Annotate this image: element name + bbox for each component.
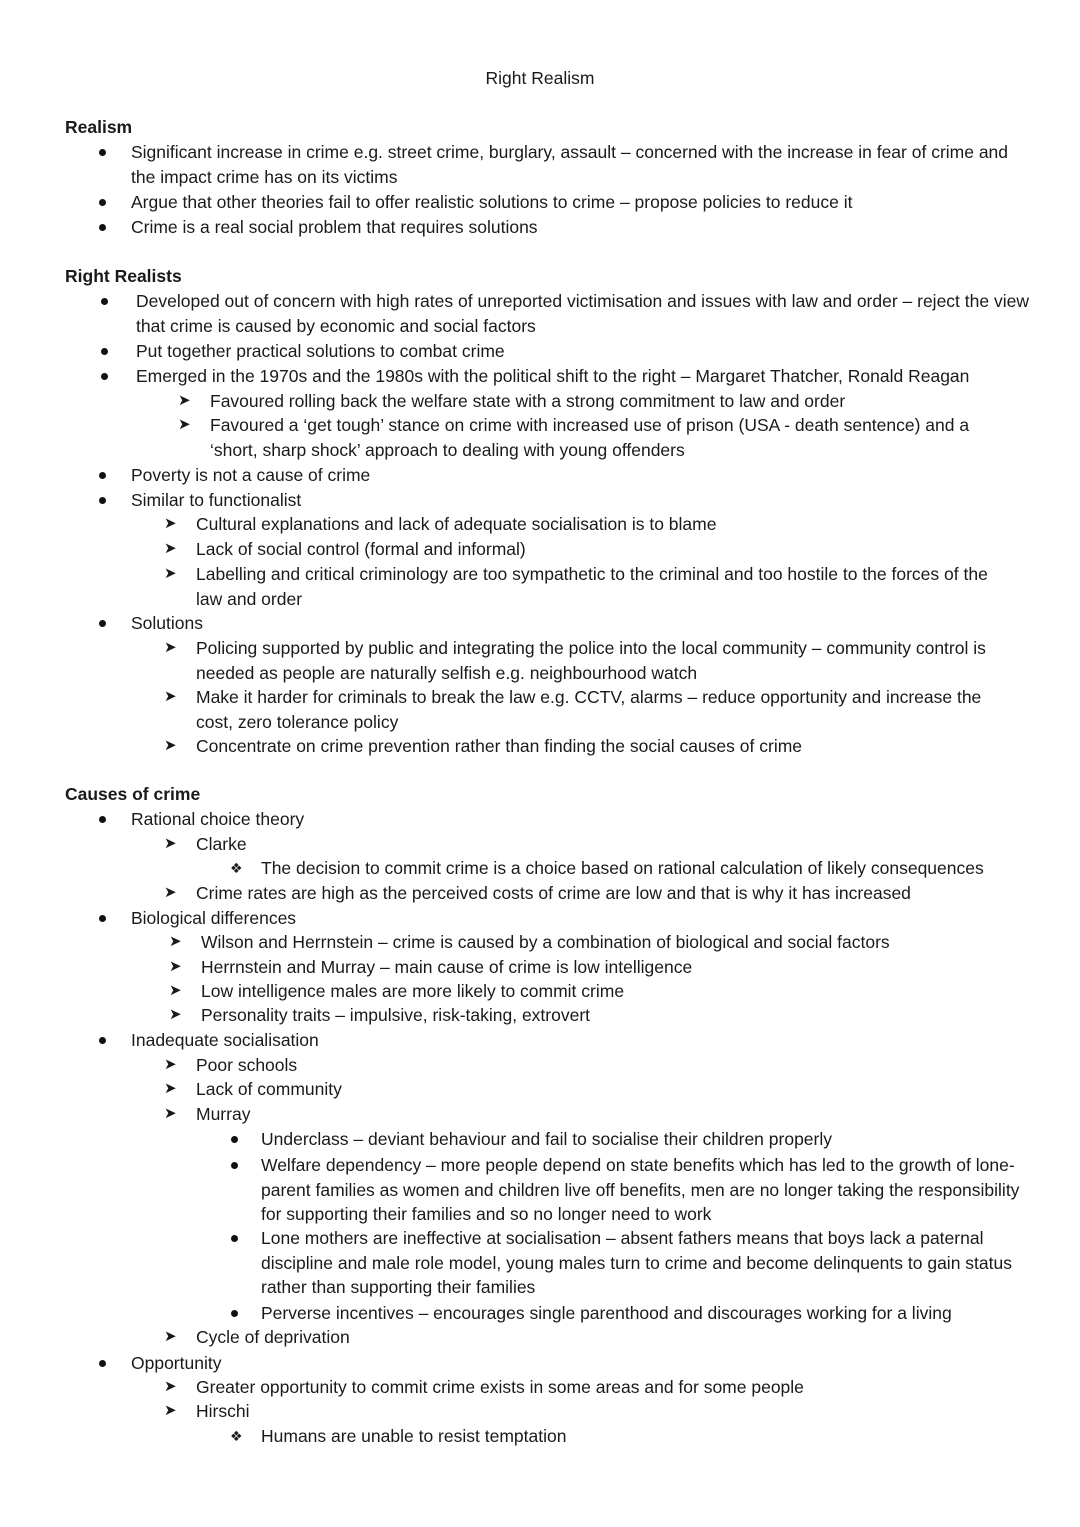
section-heading-causes-of-crime: Causes of crime	[65, 784, 201, 804]
arrow-bullet-icon: ➤	[169, 1006, 182, 1023]
list-item: Emerged in the 1970s and the 1980s with the political shift to the right – Margaret Thatcher, Ronald Reagan	[136, 364, 1031, 389]
bullet-icon	[99, 915, 106, 922]
arrow-bullet-icon: ➤	[178, 416, 191, 433]
list-item: Solutions	[131, 611, 1031, 636]
sub-list-item: ➤ Herrnstein and Murray – main cause of crime is low intelligence	[201, 955, 1001, 980]
arrow-bullet-icon: ➤	[164, 737, 177, 754]
page-title: Right Realism	[485, 68, 595, 88]
sub-list-item: ➤ Lack of social control (formal and informal)	[196, 537, 1016, 562]
sub-list-item: ➤ Cycle of deprivation	[196, 1325, 996, 1350]
list-item: Put together practical solutions to combat crime	[136, 339, 1031, 364]
sub-sub-list-item: Lone mothers are ineffective at socialisation – absent fathers means that boys lack a paternal discipline and male role model, young males turn to crime and become delinquents to gain status rather than supporting their families	[261, 1226, 1031, 1300]
bullet-icon	[101, 373, 108, 380]
sub-sub-list-item: Underclass – deviant behaviour and fail to socialise their children properly	[261, 1127, 1031, 1152]
list-item: Biological differences	[131, 906, 1031, 931]
sub-list-item: ➤ Make it harder for criminals to break the law e.g. CCTV, alarms – reduce opportunity and increase the cost, zero tolerance policy	[164, 687, 982, 732]
arrow-bullet-icon: ➤	[164, 1378, 177, 1395]
list-item: Significant increase in crime e.g. street crime, burglary, assault – concerned with the increase in fear of crime and the impact crime has on its victims	[131, 140, 1031, 189]
sub-list-item: ➤ Policing supported by public and integrating the police into the local community – community control is needed as people are naturally selfish e.g. neighbourhood watch	[164, 638, 986, 683]
sub-list-item: ➤ Cultural explanations and lack of adequate socialisation is to blame	[196, 512, 1016, 537]
bullet-icon	[99, 149, 106, 156]
sub-list-item: ➤ Greater opportunity to commit crime exists in some areas and for some people	[196, 1375, 996, 1400]
diamond-bullet-icon: ❖	[230, 860, 243, 876]
arrow-bullet-icon: ➤	[164, 1328, 177, 1345]
bullet-icon	[101, 348, 108, 355]
sub-list-item: ➤ Lack of community	[196, 1077, 996, 1102]
arrow-bullet-icon: ➤	[164, 540, 177, 557]
sub-list-item: ➤ Clarke	[196, 832, 996, 857]
bullet-icon	[99, 620, 106, 627]
arrow-bullet-icon: ➤	[164, 565, 177, 582]
sub-list-item: ➤ Favoured a ‘get tough’ stance on crime with increased use of prison (USA - death sentence) and a ‘short, sharp shock’ approach to dealing with young offenders	[178, 415, 970, 460]
arrow-bullet-icon: ➤	[164, 515, 177, 532]
bullet-icon	[101, 298, 108, 305]
bullet-icon	[231, 1136, 238, 1143]
arrow-bullet-icon: ➤	[164, 1056, 177, 1073]
bullet-icon	[231, 1310, 238, 1317]
sub-list-item: ➤ Hirschi	[196, 1399, 996, 1424]
list-item: Inadequate socialisation	[131, 1028, 1031, 1053]
arrow-bullet-icon: ➤	[164, 688, 177, 705]
sub-list-item: ➤ Poor schools	[196, 1053, 996, 1078]
arrow-bullet-icon: ➤	[169, 958, 182, 975]
bullet-icon	[231, 1235, 238, 1242]
arrow-bullet-icon: ➤	[164, 1080, 177, 1097]
list-item: Poverty is not a cause of crime	[131, 463, 1031, 488]
arrow-bullet-icon: ➤	[164, 1402, 177, 1419]
list-item: Developed out of concern with high rates of unreported victimisation and issues with law and order – reject the view that crime is caused by economic and social factors	[136, 289, 1031, 338]
sub-list-item: ➤ Concentrate on crime prevention rather than finding the social causes of crime	[196, 734, 996, 759]
diamond-bullet-icon: ❖	[230, 1428, 243, 1444]
bullet-icon	[99, 224, 106, 231]
bullet-icon	[99, 816, 106, 823]
arrow-bullet-icon: ➤	[164, 639, 177, 656]
sub-list-item: ➤ Crime rates are high as the perceived costs of crime are low and that is why it has increased	[196, 881, 1016, 906]
arrow-bullet-icon: ➤	[169, 982, 182, 999]
sub-list-item: ➤ Murray	[196, 1102, 996, 1127]
arrow-bullet-icon: ➤	[164, 1105, 177, 1122]
bullet-icon	[99, 1037, 106, 1044]
sub-list-item: ➤ Wilson and Herrnstein – crime is caused by a combination of biological and social factors	[201, 930, 1001, 955]
sub-list-item: ➤ Low intelligence males are more likely to commit crime	[201, 979, 1001, 1004]
list-item: Opportunity	[131, 1351, 1031, 1376]
sub-list-item: ➤ Labelling and critical criminology are too sympathetic to the criminal and too hostile to the forces of the law and order	[164, 564, 988, 609]
section-heading-realism: Realism	[65, 117, 133, 137]
sub-sub-list-item: Welfare dependency – more people depend on state benefits which has led to the growth of lone-parent families as women and children live off benefits, men are no longer taking the responsibility for supporting their families and so no longer need to work	[261, 1153, 1031, 1227]
bullet-icon	[99, 199, 106, 206]
list-item: Rational choice theory	[131, 807, 1031, 832]
arrow-bullet-icon: ➤	[169, 933, 182, 950]
list-item: Similar to functionalist	[131, 488, 1031, 513]
list-item: Crime is a real social problem that requires solutions	[131, 215, 1031, 240]
sub-list-item: ➤ Favoured rolling back the welfare state with a strong commitment to law and order	[210, 389, 1010, 414]
list-item: Argue that other theories fail to offer realistic solutions to crime – propose policies to reduce it	[131, 190, 1031, 215]
arrow-bullet-icon: ➤	[164, 884, 177, 901]
sub-sub-list-item: ❖ Humans are unable to resist temptation	[261, 1424, 1031, 1449]
bullet-icon	[99, 497, 106, 504]
bullet-icon	[99, 472, 106, 479]
sub-sub-list-item: Perverse incentives – encourages single parenthood and discourages working for a living	[261, 1301, 1031, 1326]
bullet-icon	[99, 1360, 106, 1367]
arrow-bullet-icon: ➤	[178, 392, 191, 409]
sub-list-item: ➤ Personality traits – impulsive, risk-taking, extrovert	[201, 1003, 1001, 1028]
sub-sub-list-item: ❖ The decision to commit crime is a choice based on rational calculation of likely consequences	[261, 856, 1051, 881]
bullet-icon	[231, 1162, 238, 1169]
section-heading-right-realists: Right Realists	[65, 266, 182, 286]
arrow-bullet-icon: ➤	[164, 835, 177, 852]
